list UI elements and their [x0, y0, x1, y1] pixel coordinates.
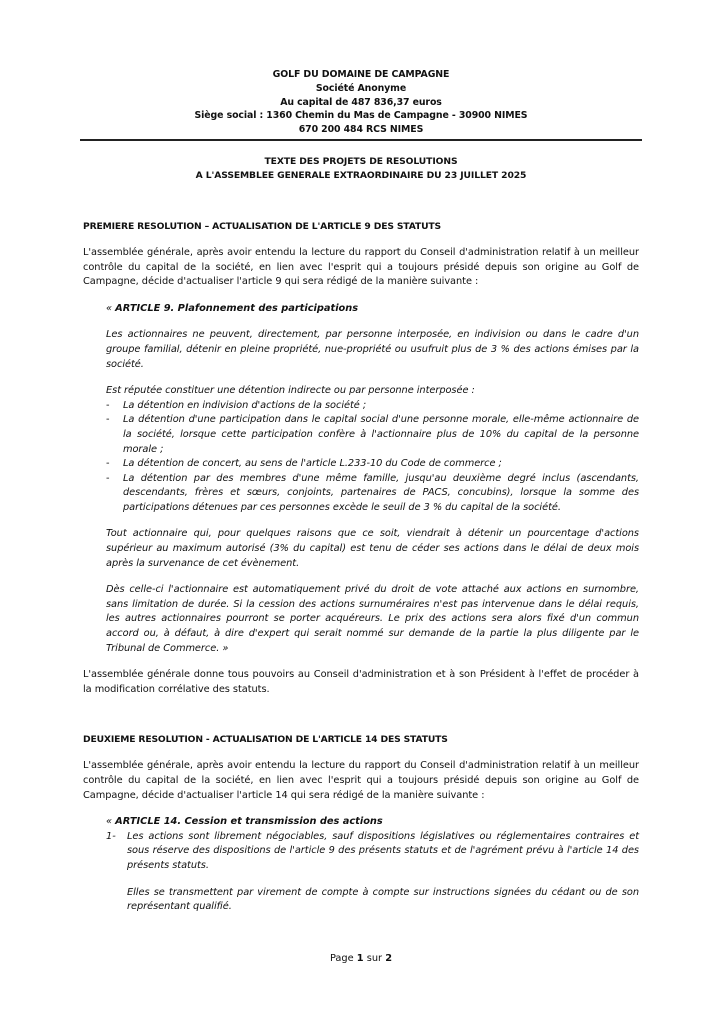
registered-office: Siège social : 1360 Chemin du Mas de Campagne - 30900 NIMES	[194, 110, 528, 122]
article-14-list	[83, 830, 639, 915]
list-item: - La détention d'une participation dans le capital social d'une personne morale, elle-même actionnaire de la société, lorsque cette participation confère à l'actionnaire plus de 10% du capital de la personne morale ;	[106, 414, 639, 455]
document-title	[83, 155, 639, 183]
page-label: Page	[329, 953, 357, 964]
resolution-1-closing: L'assemblée générale donne tous pouvoirs au Conseil d'administration et à son Président à l'effet de procéder à la modification corrélative des statuts.	[83, 669, 639, 695]
resolution-1-intro: L'assemblée générale, après avoir entendu la lecture du rapport du Conseil d'administration relatif à un meilleur contrôle du capital de la société, en lien avec l'esprit qui a toujours présidé depuis son origine au Golf de Campagne, décide d'actualiser l'article 9 qui sera rédigé de la manière suivante :	[83, 246, 639, 288]
dash-bullet: -	[106, 414, 110, 426]
title-line-1: TEXTE DES PROJETS DE RESOLUTIONS	[264, 155, 458, 167]
resolution-1	[83, 220, 639, 697]
indirect-holding-list	[83, 399, 639, 516]
page-footer	[0, 952, 722, 966]
article-9-paragraph-2: Est réputée constituer une détention indirecte ou par personne interposée :	[106, 385, 475, 397]
list-item: - La détention par des membres d'une même famille, jusqu'au deuxième degré inclus (ascendants, descendants, frères et sœurs, conjoints, partenaires de PACS, concubins), lorsque la somme des participations détenues par ces personnes excède le seuil de 3 % du capital de la société.	[106, 472, 639, 513]
list-item	[106, 830, 639, 915]
share-capital: Au capital de 487 836,37 euros	[280, 96, 442, 108]
rcs-number: 670 200 484 RCS NIMES	[298, 124, 424, 136]
total-page-count: 2	[385, 953, 393, 964]
open-quote: «	[106, 302, 116, 314]
resolution-2-heading: DEUXIEME RESOLUTION - ACTUALISATION DE L'ARTICLE 14 DES STATUTS	[83, 734, 448, 746]
dash-bullet: -	[106, 399, 110, 411]
title-line-2: A L'ASSEMBLEE GENERALE EXTRAORDINAIRE DU 23 JUILLET 2025	[195, 169, 527, 181]
article-14-title-text: ARTICLE 14. Cession et transmission des actions	[115, 816, 383, 828]
legal-form: Société Anonyme	[315, 82, 407, 94]
article-9-title	[106, 302, 639, 317]
article-9-block	[83, 302, 639, 399]
page-separator: sur	[363, 953, 386, 964]
resolution-2	[83, 733, 639, 914]
list-item: - La détention de concert, au sens de l'article L.233-10 du Code de commerce ;	[106, 457, 639, 472]
article-9-paragraph-3: Tout actionnaire qui, pour quelques raisons que ce soit, viendrait à détenir un pourcentage d'actions supérieur au maximum autorisé (3% du capital) est tenu de céder ses actions dans le délai de deux mois après la survenance de cet évènement.	[106, 528, 639, 569]
article-9-title-text: ARTICLE 9. Plafonnement des participations	[115, 302, 359, 314]
article-14-title	[106, 815, 639, 830]
company-name: GOLF DU DOMAINE DE CAMPAGNE	[272, 69, 450, 80]
document-page	[83, 68, 639, 915]
article-9-continued	[83, 527, 639, 656]
article-9-paragraph-1: Les actionnaires ne peuvent, directement, par personne interposée, en indivision ou dans le cadre d'un groupe familial, détenir en pleine propriété, nue-propriété ou usufruit plus de 3 % des actions émises par la société.	[106, 329, 639, 370]
header-divider	[80, 139, 642, 141]
article-9-paragraph-4: Dès celle-ci l'actionnaire est automatiquement privé du droit de vote attaché aux actions en surnombre, sans limitation de durée. Si la cession des actions surnuméraires n'est pas intervenue dans le délai requis, les autres actionnaires pourront se porter acquéreurs. Le prix des actions sera alors fixé d'un commun accord ou, à défaut, à dire d'expert qui serait nommé sur demande de la partie la plus diligente par le Tribunal de Commerce. »	[106, 584, 639, 654]
current-page-number: 1	[356, 953, 364, 964]
company-header	[83, 68, 639, 137]
list-item: - La détention en indivision d'actions de la société ;	[106, 399, 639, 414]
item-number: 1-	[106, 830, 116, 842]
resolution-2-intro: L'assemblée générale, après avoir entendu la lecture du rapport du Conseil d'administration relatif à un meilleur contrôle du capital de la société, en lien avec l'esprit qui a toujours présidé depuis son origine au Golf de Campagne, décide d'actualiser l'article 14 qui sera rédigé de la manière suivante :	[83, 760, 639, 801]
open-quote: «	[106, 816, 116, 828]
article-14-item-1-paragraph-2: Elles se transmettent par virement de compte à compte sur instructions signées du cédant ou de son représentant qualifié.	[127, 886, 639, 913]
dash-bullet: -	[106, 472, 110, 484]
article-14-block	[83, 815, 639, 830]
dash-bullet: -	[106, 458, 110, 470]
article-14-item-1-paragraph-1: Les actions sont librement négociables, sauf dispositions législatives ou réglementaires contraires et sous réserve des dispositions de l'article 9 des présents statuts et de l'agrément prévu à l'article 14 des présents statuts.	[127, 830, 639, 871]
resolution-1-heading: PREMIERE RESOLUTION – ACTUALISATION DE L'ARTICLE 9 DES STATUTS	[83, 220, 441, 232]
